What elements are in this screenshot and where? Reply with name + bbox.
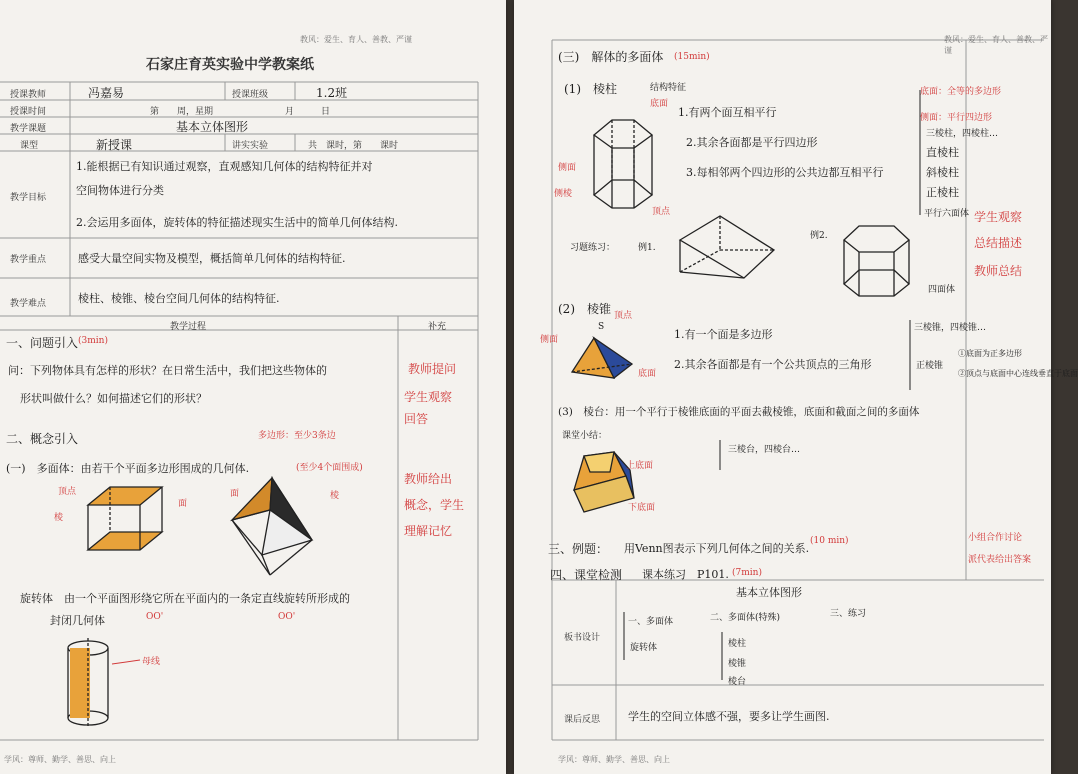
pyramid-kinds: 三棱锥，四棱锥… [914,323,987,333]
pyramid-side: 侧面 [540,335,559,345]
prism-feature-2: 2.其余各面都是平行四边形 [686,136,818,149]
intro-q1: 问：下列物体具有怎样的形状？在日常生活中，我们把这些物体的 [8,364,327,377]
teacher-label: 授课教师 [10,90,47,100]
pyramid-s: S [598,322,605,332]
pyramid-diagram [572,338,632,378]
frustum-diagram [574,452,634,512]
board-3: 三、练习 [830,609,867,619]
goal-2: 2.会运用多面体，旋转体的特征描述现实生活中的简单几何体结构. [76,216,398,229]
side-note-2: 总结描述 [974,236,1023,250]
topic-value: 基本立体图形 [176,120,249,134]
regular-1: ①底面为正多边形 [958,349,1022,358]
school-title: 石家庄育英实验中学教案纸 [146,57,314,73]
rotation-def-1: 旋转体 由一个平面图形绕它所在平面内的一条定直线旋转所形成的 [20,592,350,605]
pyramid-feature-2: 2.其余各面都是有一个公共顶点的三角形 [674,358,872,371]
check-title: 四、课堂检测 [550,568,623,582]
board-1: 一、多面体 [628,617,674,627]
prism-feature-3: 3.每相邻两个四边形的公共边都互相平行 [686,166,884,179]
hard-value: 棱柱、棱锥、棱台空间几何体的结构特征. [78,292,280,305]
prism-feature: 结构特征 [650,83,687,93]
motto-top: 教风：爱生、育人、善教、严谨 [300,35,412,44]
hours-text: 共 课时，第 课时 [308,141,399,151]
type-value: 新授课 [96,138,133,152]
pyramid-bottom: 底面 [638,369,657,379]
topic-label: 教学课题 [10,124,47,134]
prism-diagram [594,120,652,208]
reflect-text: 学生的空间立体感不强，要多让学生画图. [628,710,830,723]
pyramid-title: (2) 棱锥 [558,302,611,316]
note-answer: 回答 [404,412,429,426]
frustum-upper: 上底面 [626,461,654,471]
goal-1: 1.能根据已有知识通过观察，直观感知几何体的结构特征并对 [76,160,373,173]
supplement-label: 补充 [428,322,447,332]
pyramid-vertex: 顶点 [614,311,633,321]
board-pyramid: 棱锥 [728,659,747,669]
prism-label-side-edge: 侧棱 [554,189,573,199]
right-lesson-page [514,0,1078,774]
frustum-title: (3) 棱台：用一个平行于棱锥底面的平面去截棱锥，底面和截面之间的多面体 [558,406,920,418]
group-note-1: 小组合作讨论 [968,533,1023,543]
regular-2: ②顶点与底面中心连线垂直于底面 [958,369,1078,378]
goal-label: 教学目标 [10,193,47,203]
polyhedron-note: 多边形：至少3条边 [258,431,336,441]
rotation-oo-2: OO' [278,612,296,622]
note-teacher-ask: 教师提问 [408,362,457,376]
polyhedron-def: (一) 多面体：由若干个平面多边形围成的几何体. [6,462,250,475]
side-face: 侧面：平行四边形 [920,113,993,123]
side-bottom: 底面：全等的多边形 [920,87,1002,97]
side-regular: 正棱柱 [926,186,959,199]
key-value: 感受大量空间实物及模型，概括简单几何体的结构特征. [78,252,346,265]
example-2-diagram [844,226,909,296]
rotation-generatrix: 母线 [142,657,161,667]
side-parallelepiped: 平行六面体 [924,209,970,219]
type-label: 课型 [20,141,39,151]
octahedron-diagram [232,478,312,575]
label-edge: 棱 [54,513,64,523]
check-text: 课本练习 P101. [642,568,729,581]
cylinder-diagram [68,638,108,728]
board-frustum: 棱台 [728,677,747,687]
motto-bottom-right: 学风：尊师、勤学、善思、向上 [558,755,670,764]
label-vertex: 顶点 [58,487,77,497]
label-face: 面 [178,499,188,509]
side-oblique: 斜棱柱 [926,166,959,179]
motto-bottom: 学风：尊师、勤学、善思、向上 [4,755,116,764]
process-label: 教学过程 [170,322,207,332]
note-concept: 概念，学生 [404,498,465,512]
intro-title: 一、问题引入 [6,336,79,350]
side-note-3: 教师总结 [974,264,1023,278]
frustum-kinds: 三棱台，四棱台… [728,445,801,455]
left-lesson-page [0,0,506,774]
reflect-label: 课后反思 [564,715,601,725]
prism-label-side: 侧面 [558,163,577,173]
prism-feature-1: 1.有两个面互相平行 [678,106,777,119]
label-face-2: 面 [230,489,240,499]
hard-label: 教学难点 [10,299,47,309]
group-note-2: 派代表给出答案 [968,555,1032,565]
rotation-oo: OO' [146,612,164,622]
side-note-1: 学生观察 [974,210,1023,224]
note-understand: 理解记忆 [404,524,453,538]
example-2-label: 例2. [810,231,828,241]
goal-1b: 空间物体进行分类 [76,184,164,197]
regular-pyramid: 正棱锥 [916,361,944,371]
class-value: 1.2班 [316,86,348,100]
intro-q2: 形状叫做什么？如何描述它们的形状？ [20,392,207,405]
example-1-label: 例1. [638,243,656,253]
board-1b: 旋转体 [630,643,658,653]
time-label: 授课时间 [10,107,47,117]
board-label: 板书设计 [564,633,601,643]
intro-time: (3min) [78,336,108,346]
rotation-def-2: 封闭几何体 [50,614,105,627]
frustum-lower: 下底面 [628,503,656,513]
board-prism: 棱柱 [728,639,747,649]
pyramid-feature-1: 1.有一个面是多边形 [674,328,773,341]
prism-label-vertex: 顶点 [652,207,671,217]
example-1-diagram [680,216,774,278]
week-text: 第 周，星期 月 日 [150,107,331,117]
teacher-value: 冯嘉易 [88,86,125,100]
board-title: 基本立体图形 [736,586,802,599]
key-label: 教学重点 [10,255,47,265]
section-time: (15min) [674,52,710,62]
exercise-label: 习题练习： [570,243,616,253]
prism-label-bottom: 底面 [650,99,669,109]
board-2: 二、多面体(特殊) [710,613,781,623]
note-teacher-give: 教师给出 [404,472,453,486]
polyhedron-hint: (至少4个面围成) [296,463,363,473]
section-title: (三) 解体的多面体 [558,50,664,64]
label-edge-2: 棱 [330,491,340,501]
cube-diagram [88,487,162,550]
example-time: (10 min) [810,536,849,546]
example-text: 用Venn图表示下列几何体之间的关系. [624,542,810,555]
check-time: (7min) [732,568,762,578]
concept-title: 二、概念引入 [6,432,79,446]
prism-title: (1) 棱柱 [564,82,617,96]
tetrahedron: 四面体 [928,285,956,295]
side-straight: 直棱柱 [926,146,959,159]
note-student-obs: 学生观察 [404,390,453,404]
class-label: 授课班级 [232,90,269,100]
example-title: 三、例题： [548,542,609,556]
motto-top-right: 教风：爱生、育人、善教、严谨 [944,35,1048,55]
exp-label: 讲实实验 [232,141,269,151]
summary-label: 课堂小结： [562,431,608,441]
side-triangular: 三棱柱，四棱柱… [926,129,999,139]
